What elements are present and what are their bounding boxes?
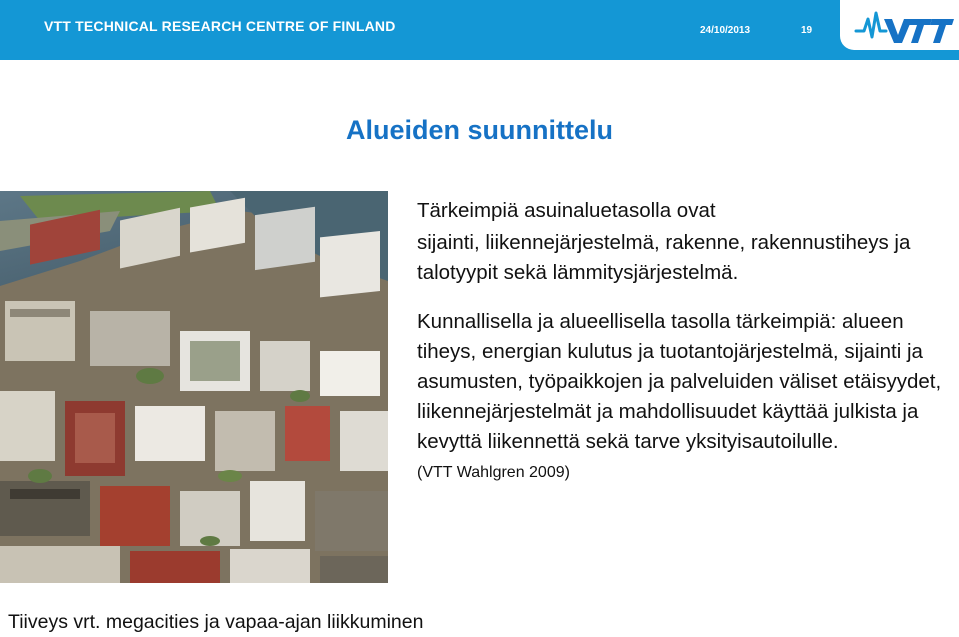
aerial-city-illustration bbox=[0, 191, 388, 583]
vtt-logo-icon bbox=[854, 7, 954, 45]
body-paragraph-2: sijainti, liikennejärjestelmä, rakenne, rakennustiheys ja talotyypit sekä lämmitysjärjestelmä. bbox=[417, 231, 911, 284]
aerial-city-photo bbox=[0, 191, 388, 583]
vtt-logo bbox=[840, 0, 959, 50]
slide-date: 24/10/2013 bbox=[700, 25, 751, 36]
page-number: 19 bbox=[801, 25, 813, 36]
slide-caption: Tiiveys vrt. megacities ja vapaa-ajan liikkuminen bbox=[8, 611, 424, 633]
source-citation: (VTT Wahlgren 2009) bbox=[417, 464, 570, 481]
organization-name: VTT TECHNICAL RESEARCH CENTRE OF FINLAND bbox=[44, 18, 396, 34]
body-paragraph-1: Tärkeimpiä asuinaluetasolla ovat bbox=[417, 199, 716, 222]
slide-title: Alueiden suunnittelu bbox=[346, 115, 613, 145]
slide-header bbox=[0, 0, 959, 60]
slide-body bbox=[417, 196, 952, 483]
body-paragraph-3: Kunnallisella ja alueellisella tasolla tärkeimpiä: alueen tiheys, energian kulutus ja tuotantojärjestelmä, sijainti ja asumusten, työpaikkojen ja palveluiden väliset etäisyydet, liikennejärjestelmät ja mahdollisuudet käyttää julkista ja kevyttä liikennettä sekä tarve yksityisautoilulle. bbox=[417, 310, 942, 453]
